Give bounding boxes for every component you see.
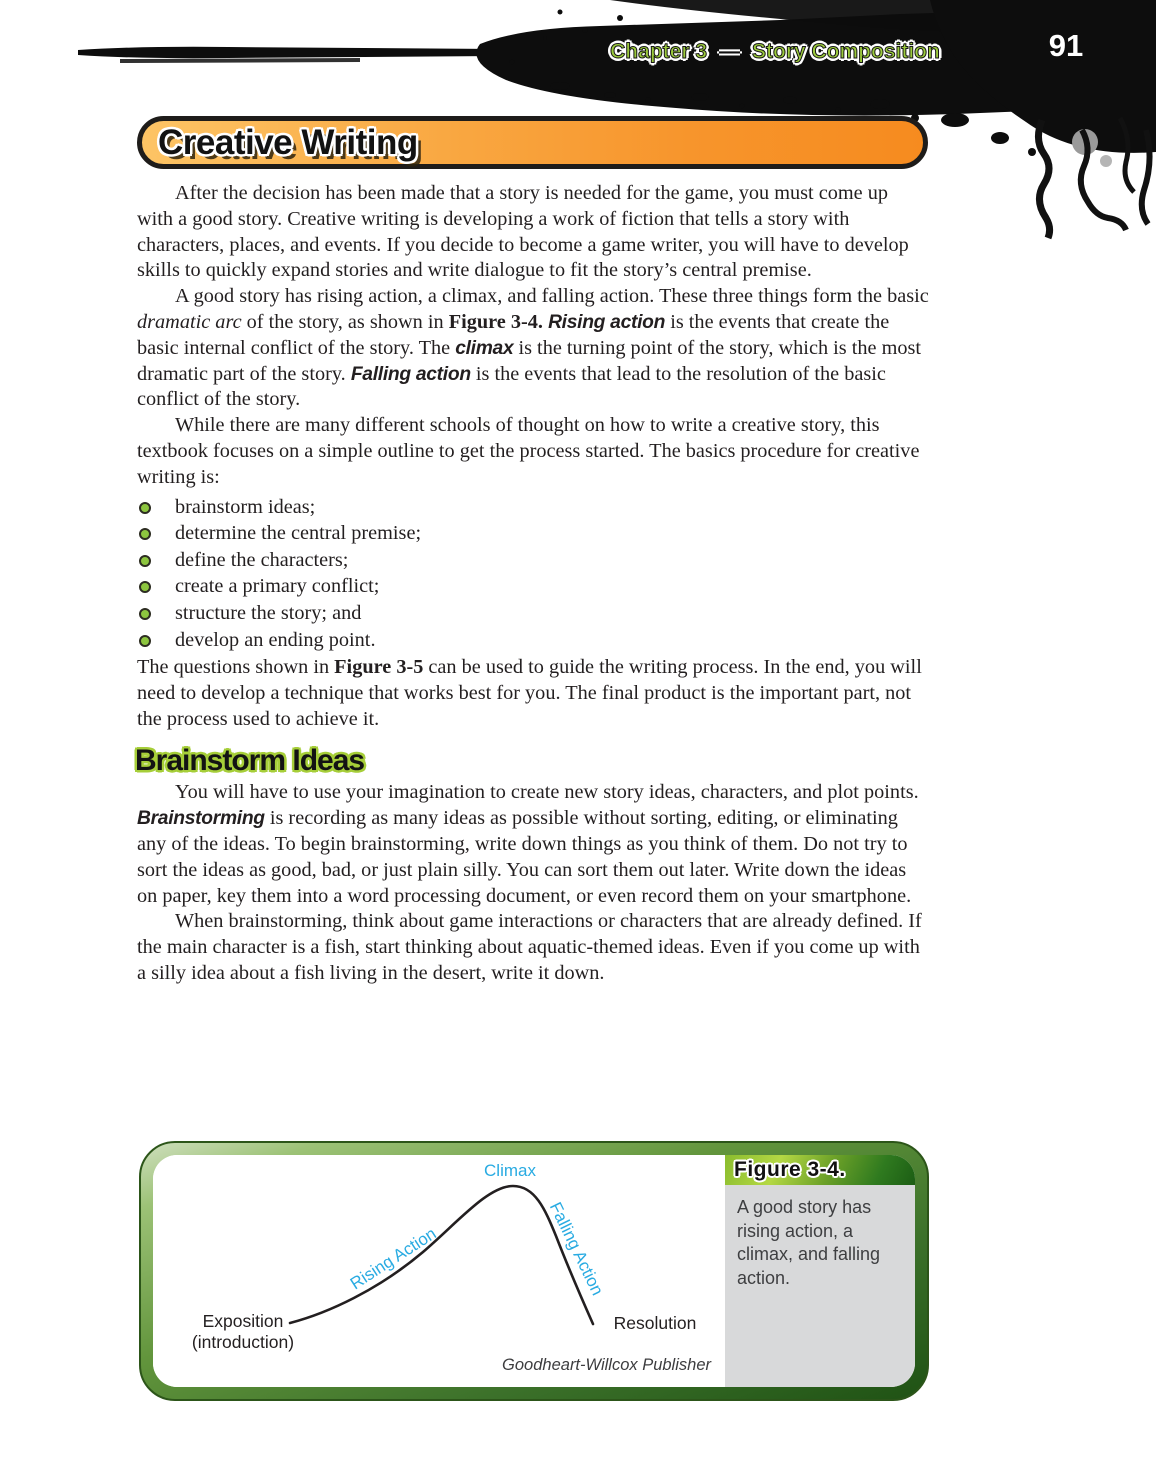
figure-title: Figure 3-4. xyxy=(734,1158,846,1181)
procedure-bullet-list xyxy=(137,494,929,654)
chapter-title-label: Story Composition xyxy=(752,40,940,63)
publisher-credit: Goodheart-Willcox Publisher xyxy=(502,1356,711,1374)
list-item: brainstorm ideas; xyxy=(137,494,929,521)
section-banner xyxy=(137,116,928,169)
section-heading-brainstorm-ideas: Brainstorm Ideas xyxy=(135,743,365,777)
climax-label: Climax xyxy=(484,1161,536,1180)
exposition-label: Exposition (introduction) xyxy=(191,1311,295,1352)
falling-action-label: Falling Action xyxy=(545,1199,608,1299)
list-item: structure the story; and xyxy=(137,600,929,627)
section-banner-title: Creative Writing xyxy=(158,122,418,162)
figure-3-4-panel xyxy=(139,1141,929,1401)
body-paragraph-5: You will have to use your imagination to create new story ideas, characters, and plot points. Brainstorming is recording as many ideas as possible without sorting, editing, or eliminating any of the ideas. To begin brainstorming, write down things as you think of them. Do not try to sort the ideas as good, bad, or just plain silly. You can sort them out later. Write down the ideas on paper, key them into a word processing document, or even record them on your smartphone. xyxy=(137,781,919,907)
list-item: determine the central premise; xyxy=(137,520,929,547)
list-item: create a primary conflict; xyxy=(137,573,929,600)
body-paragraph-1: After the decision has been made that a story is needed for the game, you must come up with a good story. Creative writing is developing a work of fiction that tells a story with characters, places, and events. If you decide to become a game writer, you will have to develop skills to quickly expand stories and write dialogue to fit the story’s central premise. xyxy=(137,182,909,282)
chapter-number-label: Chapter 3 xyxy=(610,40,707,63)
chapter-header xyxy=(590,36,960,68)
list-item: develop an ending point. xyxy=(137,627,929,654)
body-paragraph-2: A good story has rising action, a climax, and falling action. These three things form the basic dramatic arc of the story, as shown in Figure 3-4. Rising action is the events that create the basic internal conflict of the story. The climax is the turning point of the story, which is the most dramatic part of the story. Falling action is the events that lead to the resolution of the basic conflict of the story. xyxy=(137,285,929,411)
list-item: define the characters; xyxy=(137,547,929,574)
figure-sidebar xyxy=(725,1155,915,1387)
rising-action-label: Rising Action xyxy=(346,1223,440,1294)
body-text-column xyxy=(137,181,929,987)
dramatic-arc-diagram xyxy=(153,1155,725,1387)
figure-caption: A good story has rising action, a climax, and falling action. xyxy=(725,1185,915,1387)
page-number: 91 xyxy=(1048,28,1084,63)
body-paragraph-3: While there are many different schools of thought on how to write a creative story, this textbook focuses on a simple outline to get the process started. The basics procedure for creative writing is: xyxy=(137,414,920,488)
body-paragraph-6: When brainstorming, think about game interactions or characters that are already defined. If the main character is a fish, start thinking about aquatic-themed ideas. Even if you come up with a silly idea about a fish living in the desert, write it down. xyxy=(137,910,922,984)
resolution-label: Resolution xyxy=(613,1313,697,1333)
chapter-separator: — xyxy=(719,40,740,63)
body-paragraph-4: The questions shown in Figure 3-5 can be used to guide the writing process. In the end, you will need to develop a technique that works best for you. The final product is the important part, not the process used to achieve it. xyxy=(137,656,922,730)
figure-inner-card xyxy=(153,1155,915,1387)
figure-title-bar xyxy=(725,1155,915,1185)
